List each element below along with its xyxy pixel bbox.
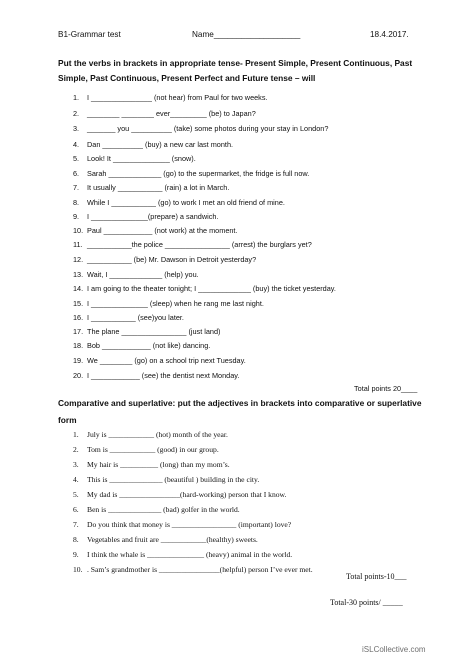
list-item: [73, 93, 268, 102]
item-text: Look! It ______________ (snow).: [87, 154, 196, 163]
item-number: 7.: [73, 183, 80, 192]
list-item: [73, 341, 210, 350]
item-text: Wait, I _____________ (help) you.: [87, 270, 199, 279]
item-number: 11.: [73, 240, 83, 249]
item-text: Vegetables and fruit are ____________(healthy) sweets.: [87, 535, 258, 544]
item-text: Tom is ____________ (good) in our group.: [87, 445, 219, 454]
section1-instructions-line2: Simple, Past Continuous, Present Perfect and Future tense – will: [58, 73, 316, 83]
item-number: 5.: [73, 490, 79, 499]
item-number: 7.: [73, 520, 79, 529]
item-number: 13.: [73, 270, 84, 279]
item-number: 19.: [73, 356, 84, 365]
list-item: [73, 169, 309, 178]
list-item: [73, 327, 220, 336]
item-text: ________ ________ ever_________ (be) to Japan?: [87, 109, 256, 118]
item-text: This is ______________ (beautiful ) building in the city.: [87, 475, 260, 484]
item-text: Ben is ______________ (bad) golfer in the world.: [87, 505, 240, 514]
list-item: [73, 109, 256, 118]
item-text: Do you think that money is _________________ (important) love?: [87, 520, 292, 529]
section1-total-points: Total points 20____: [354, 384, 418, 393]
item-text: I ___________ (see)you later.: [87, 313, 184, 322]
section2-instructions-line1: Comparative and superlative: put the adjectives in brackets into comparative or superlative: [58, 398, 422, 408]
item-text: We ________ (go) on a school trip next Tuesday.: [87, 356, 246, 365]
item-number: 3.: [73, 460, 79, 469]
item-text: My dad is ________________(hard-working) person that I know.: [87, 490, 287, 499]
item-number: 5.: [73, 154, 80, 163]
item-number: 16.: [73, 313, 84, 322]
item-text: July is ____________ (hot) month of the year.: [87, 430, 228, 439]
list-item: [73, 198, 285, 207]
list-item: [73, 460, 230, 469]
item-number: 6.: [73, 505, 79, 514]
list-item: [73, 183, 229, 192]
section2-total-points: Total points-10___: [346, 572, 407, 581]
list-item: [73, 505, 240, 514]
list-item: [73, 255, 256, 264]
item-number: 14.: [73, 284, 84, 293]
list-item: [73, 154, 196, 163]
item-number: 18.: [73, 341, 84, 350]
list-item: [73, 490, 286, 499]
item-number: 17.: [73, 327, 84, 336]
item-number: 12.: [73, 255, 84, 264]
list-item: [73, 240, 312, 249]
list-item: [73, 535, 258, 544]
grand-total-points: Total-30 points/ _____: [330, 598, 403, 607]
item-number: 10.: [73, 565, 83, 574]
item-text: I ____________ (see) the dentist next Monday.: [87, 371, 240, 380]
item-text: I think the whale is _______________ (heavy) animal in the world.: [87, 550, 293, 559]
list-item: [73, 212, 218, 221]
header-name-field: Name___________________: [192, 30, 301, 39]
header-date: 18.4.2017.: [370, 30, 409, 39]
item-number: 6.: [73, 169, 80, 178]
item-number: 1.: [73, 430, 79, 439]
list-item: [73, 270, 199, 279]
item-text: I ______________ (sleep) when he rang me last night.: [87, 299, 264, 308]
item-text: _______ you __________ (take) some photos during your stay in London?: [87, 124, 329, 133]
list-item: [73, 565, 313, 574]
item-text: It usually ___________ (rain) a lot in March.: [87, 183, 230, 192]
list-item: [73, 140, 233, 149]
item-number: 8.: [73, 535, 79, 544]
item-number: 4.: [73, 140, 80, 149]
item-text: While I ___________ (go) to work I met an old friend of mine.: [87, 198, 285, 207]
list-item: [73, 226, 238, 235]
list-item: [73, 313, 184, 322]
item-text: I ______________(prepare) a sandwich.: [87, 212, 219, 221]
item-number: 9.: [73, 550, 79, 559]
section1-instructions-line1: Put the verbs in brackets in appropriate tense- Present Simple, Present Continuous, Past: [58, 58, 413, 68]
list-item: [73, 284, 336, 293]
item-number: 2.: [73, 109, 80, 118]
item-text: ___________the police ________________ (arrest) the burglars yet?: [87, 240, 312, 249]
item-text: I am going to the theater tonight; I _____________ (buy) the ticket yesterday.: [87, 284, 336, 293]
watermark: iSLCollective.com: [362, 645, 426, 654]
item-number: 20.: [73, 371, 84, 380]
list-item: [73, 124, 328, 133]
item-number: 2.: [73, 445, 79, 454]
item-text: My hair is __________ (long) than my mom’s.: [87, 460, 230, 469]
section2-instructions-line2: form: [58, 415, 77, 425]
item-number: 9.: [73, 212, 80, 221]
item-text: Paul ____________ (not work) at the moment.: [87, 226, 238, 235]
list-item: [73, 430, 228, 439]
item-text: Sarah _____________ (go) to the supermarket, the fridge is full now.: [87, 169, 310, 178]
list-item: [73, 475, 259, 484]
item-text: Bob ____________ (not like) dancing.: [87, 341, 211, 350]
list-item: [73, 445, 219, 454]
item-text: . Sam’s grandmother is ________________(helpful) person I’ve ever met.: [87, 565, 313, 574]
list-item: [73, 299, 264, 308]
item-number: 15.: [73, 299, 84, 308]
list-item: [73, 550, 292, 559]
list-item: [73, 371, 239, 380]
list-item: [73, 520, 291, 529]
item-number: 8.: [73, 198, 80, 207]
item-number: 1.: [73, 93, 80, 102]
item-text: I _______________ (not hear) from Paul for two weeks.: [87, 93, 268, 102]
list-item: [73, 356, 246, 365]
item-text: Dan __________ (buy) a new car last month.: [87, 140, 234, 149]
item-number: 4.: [73, 475, 79, 484]
item-number: 10.: [73, 226, 84, 235]
item-text: The plane ________________ (just land): [87, 327, 221, 336]
item-number: 3.: [73, 124, 80, 133]
item-text: ___________ (be) Mr. Dawson in Detroit yesterday?: [87, 255, 257, 264]
header-test-title: B1-Grammar test: [58, 30, 121, 39]
